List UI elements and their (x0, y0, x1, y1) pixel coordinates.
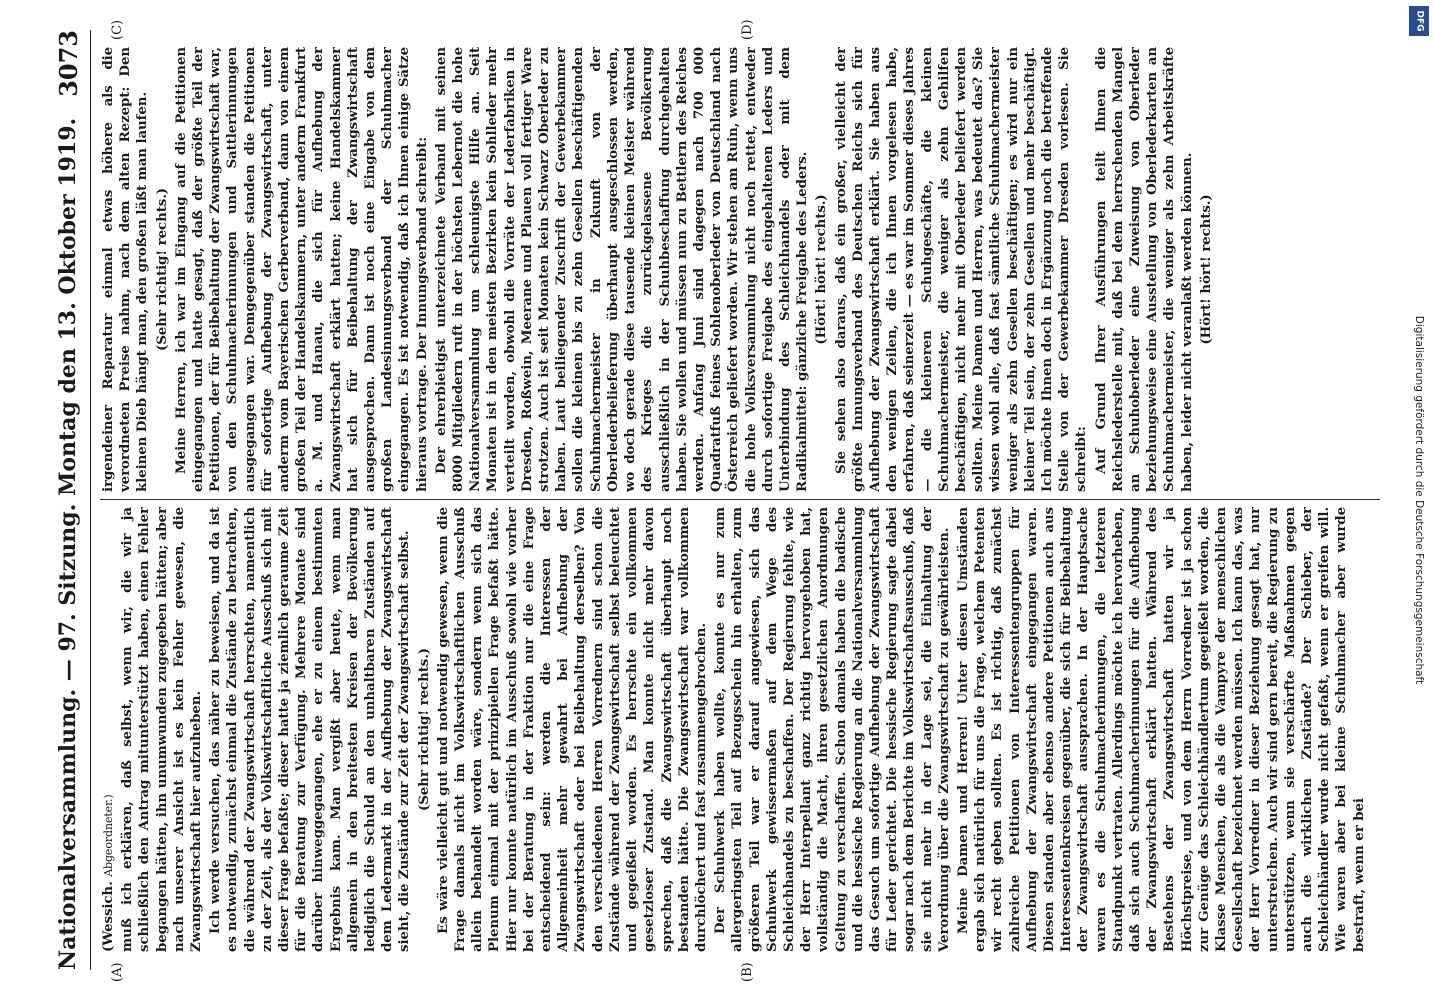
interjection: (Hört! hört! rechts.) (1197, 194, 1214, 345)
paragraph: Meine Herren, ich war im Eingang auf die Petitionen eingegangen und hatte gesagt, daß der größte Teil der Petitionen, der für Beibehaltung der Zwangswirtschaft war, von den Schuhmacherinnungen und Sattlerinnungen ausgegangen war. Demgegenüber standen die Petitionen für sofortige Aufhebung der Zwangswirtschaft, unter anderm vom Bayerischen Gerberverband, dann von einem großen Teil der Handelskammern, unter anderm Frankfurt a. M. und Hanau, die sich für Aufhebung der Zwangswirtschaft erklärt hatten; keine Handelskammer hat sich für Beibehaltung der Zwangswirtschaft ausgesprochen. Dann ist noch eine Eingabe von dem großen Landesinnungsverband der Schuhmacher eingegangen. Es ist notwendig, daß ich Ihnen einige Sätze hieraus vortrage. Der Innungsverband schreibt: (172, 47, 430, 492)
digitization-credit (1406, 0, 1432, 1000)
page-number: 3073 (53, 30, 83, 97)
interjection: (Sehr richtig! rechts.) (415, 647, 432, 812)
quoted-letter: Auf Grund Ihrer Ausführungen teilt Ihnen die Reichslederstelle mit, daß bei dem herrschenden Mangel an Schuhoberleder eine Zuweisung von Oberleder beziehungsweise eine Ausstellung von Oberlederkarten an Schuhmachermeister, die weniger als zehn Arbeitskräfte haben, leider nicht veranlaßt werden können. (1092, 47, 1195, 492)
paragraph: Ich werde versuchen, das näher zu beweisen, und da ist es notwendig, zunächst einmal die Zustände zu betrachten, die während der Zwangswirtschaft herrschten, namentlich zu der Zeit, als der Volkswirtschaftliche Ausschuß sich mit dieser Frage befaßte; dieser hatte ja ziemlich geraume Zeit für die Beratung zur Verfügung. Mehrere Monate sind darüber hinweggegangen, ehe er zu einem bestimmten Ergebnis kam. Man vergißt aber heute, wenn man allgemein in den breitesten Kreisen der Bevölkerung lediglich die Schuld an den unhaltbaren Zuständen auf dem Ledermarkt in der Aufhebung der Zwangswirtschaft sieht, die Zustände zur Zeit der Zwangswirtschaft selbst. (207, 507, 413, 952)
credit-text: Digitalisierung gefördert durch die Deutsche Forschungsgemeinschaft (1413, 315, 1425, 685)
paragraph: irgendeiner Reparatur einmal etwas höhere als die verordneten Preise nahm, nach dem alten Rezept: Den kleinen Dieb hängt man, den großen läßt man laufen. (100, 47, 151, 492)
column-divider (100, 499, 1380, 500)
interjection: (Hört! hört! rechts.) (813, 194, 830, 345)
quoted-letter: Der ehrerbietigst unterzeichnete Verband mit seinen 8000 Mitgliedern ruft in der höchsten Lebernot die hohe Nationalversammlung um schleunigste Hilfe an. Seit Monaten ist in den meisten Bezirken kein Sohlleder mehr verteilt worden, obwohl die Vorräte der Lederfabriken in Dresden, Roßwein, Meerane und Plauen voll fertiger Ware strotzen. Auch ist seit Monaten kein Schwarz Oberleder zu haben. Laut beiliegender Zuschrift der Gewerbekammer sollen die kleinen bis zu zehn Gesellen beschäftigenden Schuhmachermeister in Zukunft von der Oberlederbelieferung überhaupt ausgeschlossen werden, wo doch gerade diese tausende kleinen Meister während des Krieges die zurückgelassene Bevölkerung ausschließlich in der Schuhbeschaffung durchgehalten haben. Sie wollen und müssen nun zu Bettlern des Reiches werden. Anfang Juni sind dagegen nach 700 000 Quadratfuß feines Sohlenoberleder von Deutschland nach Österreich geliefert worden. Wir stehen am Ruin, wenn uns die hohe Volksversammlung nicht noch rettet, entweder durch sofortige Freigabe des eingehaltenen Leders und Unterbindung des Schleichhandels oder mit dem Radikalmittel: gänzliche Freigabe des Leders. (432, 47, 811, 492)
dfg-logo-text: DFG (1414, 10, 1425, 32)
speaker-line: (Wessich. Abgeordneter.) (100, 794, 116, 952)
margin-marker-b: (B) (740, 962, 755, 982)
speaker-role: Abgeordneter.) (102, 794, 115, 877)
rotated-page (40, 0, 1400, 1000)
paragraph: Meine Damen und Herren! Unter diesen Umständen ergab sich natürlich für uns die Frage, welchem Petenten wir recht geben sollten. Es ist richtig, daß zunächst zahlreiche Petitionen von Interessentengruppen für Aufhebung der Zwangswirtschaft eingegangen waren. Diesen standen aber ebenso andere Petitionen auch aus Interessentenkreisen gegenüber, die sich für Beibehaltung der Zwangswirtschaft aussprachen. In der Hauptsache waren es die Schuhmacherinnungen, die letzteren Standpunkt vertraten. Allerdings möchte ich hervorheben, daß sich auch Schuhmacherinnungen für die Aufhebung der Zwangswirtschaft erklärt hatten. Während des Bestehens der Zwangswirtschaft hatten wir ja Höchstpreise, und von dem Herrn Vorredner ist ja schon zur Genüge das Schleichhändlertum gegeißelt worden, die Klasse Menschen, die als die Vampyre der menschlichen Gesellschaft bezeichnet werden müssen. Ich kann das, was der Herr Vorredner in dieser Beziehung gesagt hat, nur unterstreichen. Auch wir sind gern bereit, die Regierung zu unterstützen, wenn sie verschärfte Maßnahmen gegen auch die wirklichen Zustände? Der Schieber, der Schleichhändler wurde nicht gefaßt, wenn er greifen will. Wie waren aber bei kleine Schuhmacher aber wurde bestraft, wenn er bei (954, 507, 1367, 952)
paragraph: muß ich erklären, daß selbst, wenn wir, die wir ja schließlich den Antrag mitunterstützt haben, einen Fehler begangen hätten, ihn unumwunden zugegeben hätten; aber nach unserer Ansicht ist es kein Fehler gewesen, die Zwangswirtschaft hier aufzuheben. (119, 507, 205, 952)
header-title: Nationalversammlung. — 97. Sitzung. Montag den 13. Oktober 1919. (55, 117, 81, 970)
page-header (46, 30, 91, 970)
paragraph: Der Schuhwerk haben wollte, konnte es nur zum allergeringsten Teil auf Bezugsschein hin erhalten, zum größeren Teil war er darauf angewiesen, sich das Schuhwerk gewissermaßen auf dem Wege des Schleichhandels zu beschaffen. Der Regierung fehlte, wie der Herr Interpellant ganz richtig hervorgehoben hat, vollständig die Macht, ihren gesetzlichen Anordnungen Geltung zu verschaffen. Schon damals haben die badische und die hessische Regierung an die Nationalversammlung das Gesuch um sofortige Aufhebung der Zwangswirtschaft für Leder gerichtet. Die hessische Regierung sagte dabei sogar nach dem Berichte im Volkswirtschaftsausschuß, daß sie nicht mehr in der Lage sei, die Einhaltung der Verordnung über die Zwangswirtschaft zu gewährleisten. (712, 507, 952, 952)
speaker-name: Wessich. (100, 881, 116, 946)
paragraph: Es wäre vielleicht gut und notwendig gewesen, wenn die Frage damals nicht im Volkswirtschaftlichen Ausschuß allein behandelt worden wäre, sondern wenn sich das Plenum einmal mit der prinzipiellen Frage befaßt hätte. Hier nur konnte natürlich im Ausschuß sowohl wie vorher bei der Beratung in der Fraktion nur die eine Frage entscheidend sein: werden die Interessen der Allgemeinheit mehr gewahrt bei Aufhebung der Zwangswirtschaft oder bei Beibehaltung derselben? Von den verschiedenen Herren Vorrednern sind schon die Zustände während der Zwangswirtschaft selbst beleuchtet und gegeißelt worden. Es herrschte ein vollkommen gesetzloser Zustand. Man konnte nicht mehr davon sprechen, daß die Zwangswirtschaft überhaupt noch bestanden hätte. Die Zwangswirtschaft war vollkommen durchlöchert und fast zusammengebrochen. (434, 507, 709, 952)
interjection: (Sehr richtig! rechts.) (153, 187, 170, 352)
paragraph: Sie sehen also daraus, daß ein großer, vielleicht der größte Innungsverband des Deutschen Reichs sich für Aufhebung der Zwangswirtschaft erklärt. Sie haben aus den wenigen Zeilen, die ich Ihnen vorgelesen habe, erfahren, daß seinerzeit — es war im Sommer dieses Jahres — die kleineren Schuhgeschäfte, die kleinen Schuhmachermeister, die weniger als zehn Gehilfen beschäftigen, nicht mehr mit Oberleder beliefert werden sollten. Meine Damen und Herren, was bedeutet das? Sie wissen wohl alle, daß fast sämtliche Schuhmachermeister weniger als zehn Gesellen beschäftigen; es wird nur ein kleiner Teil sein, der zehn Gesellen und mehr beschäftigt. Ich möchte Ihnen doch in Ergänzung noch die betreffende Stelle von der Gewerbekammer Dresden vorlesen. Sie schreibt: (832, 47, 1090, 492)
margin-marker-d: (D) (740, 19, 755, 40)
right-column (100, 47, 1380, 492)
margin-marker-c: (C) (110, 19, 125, 40)
left-column (100, 507, 1380, 952)
margin-marker-a: (A) (110, 962, 125, 982)
